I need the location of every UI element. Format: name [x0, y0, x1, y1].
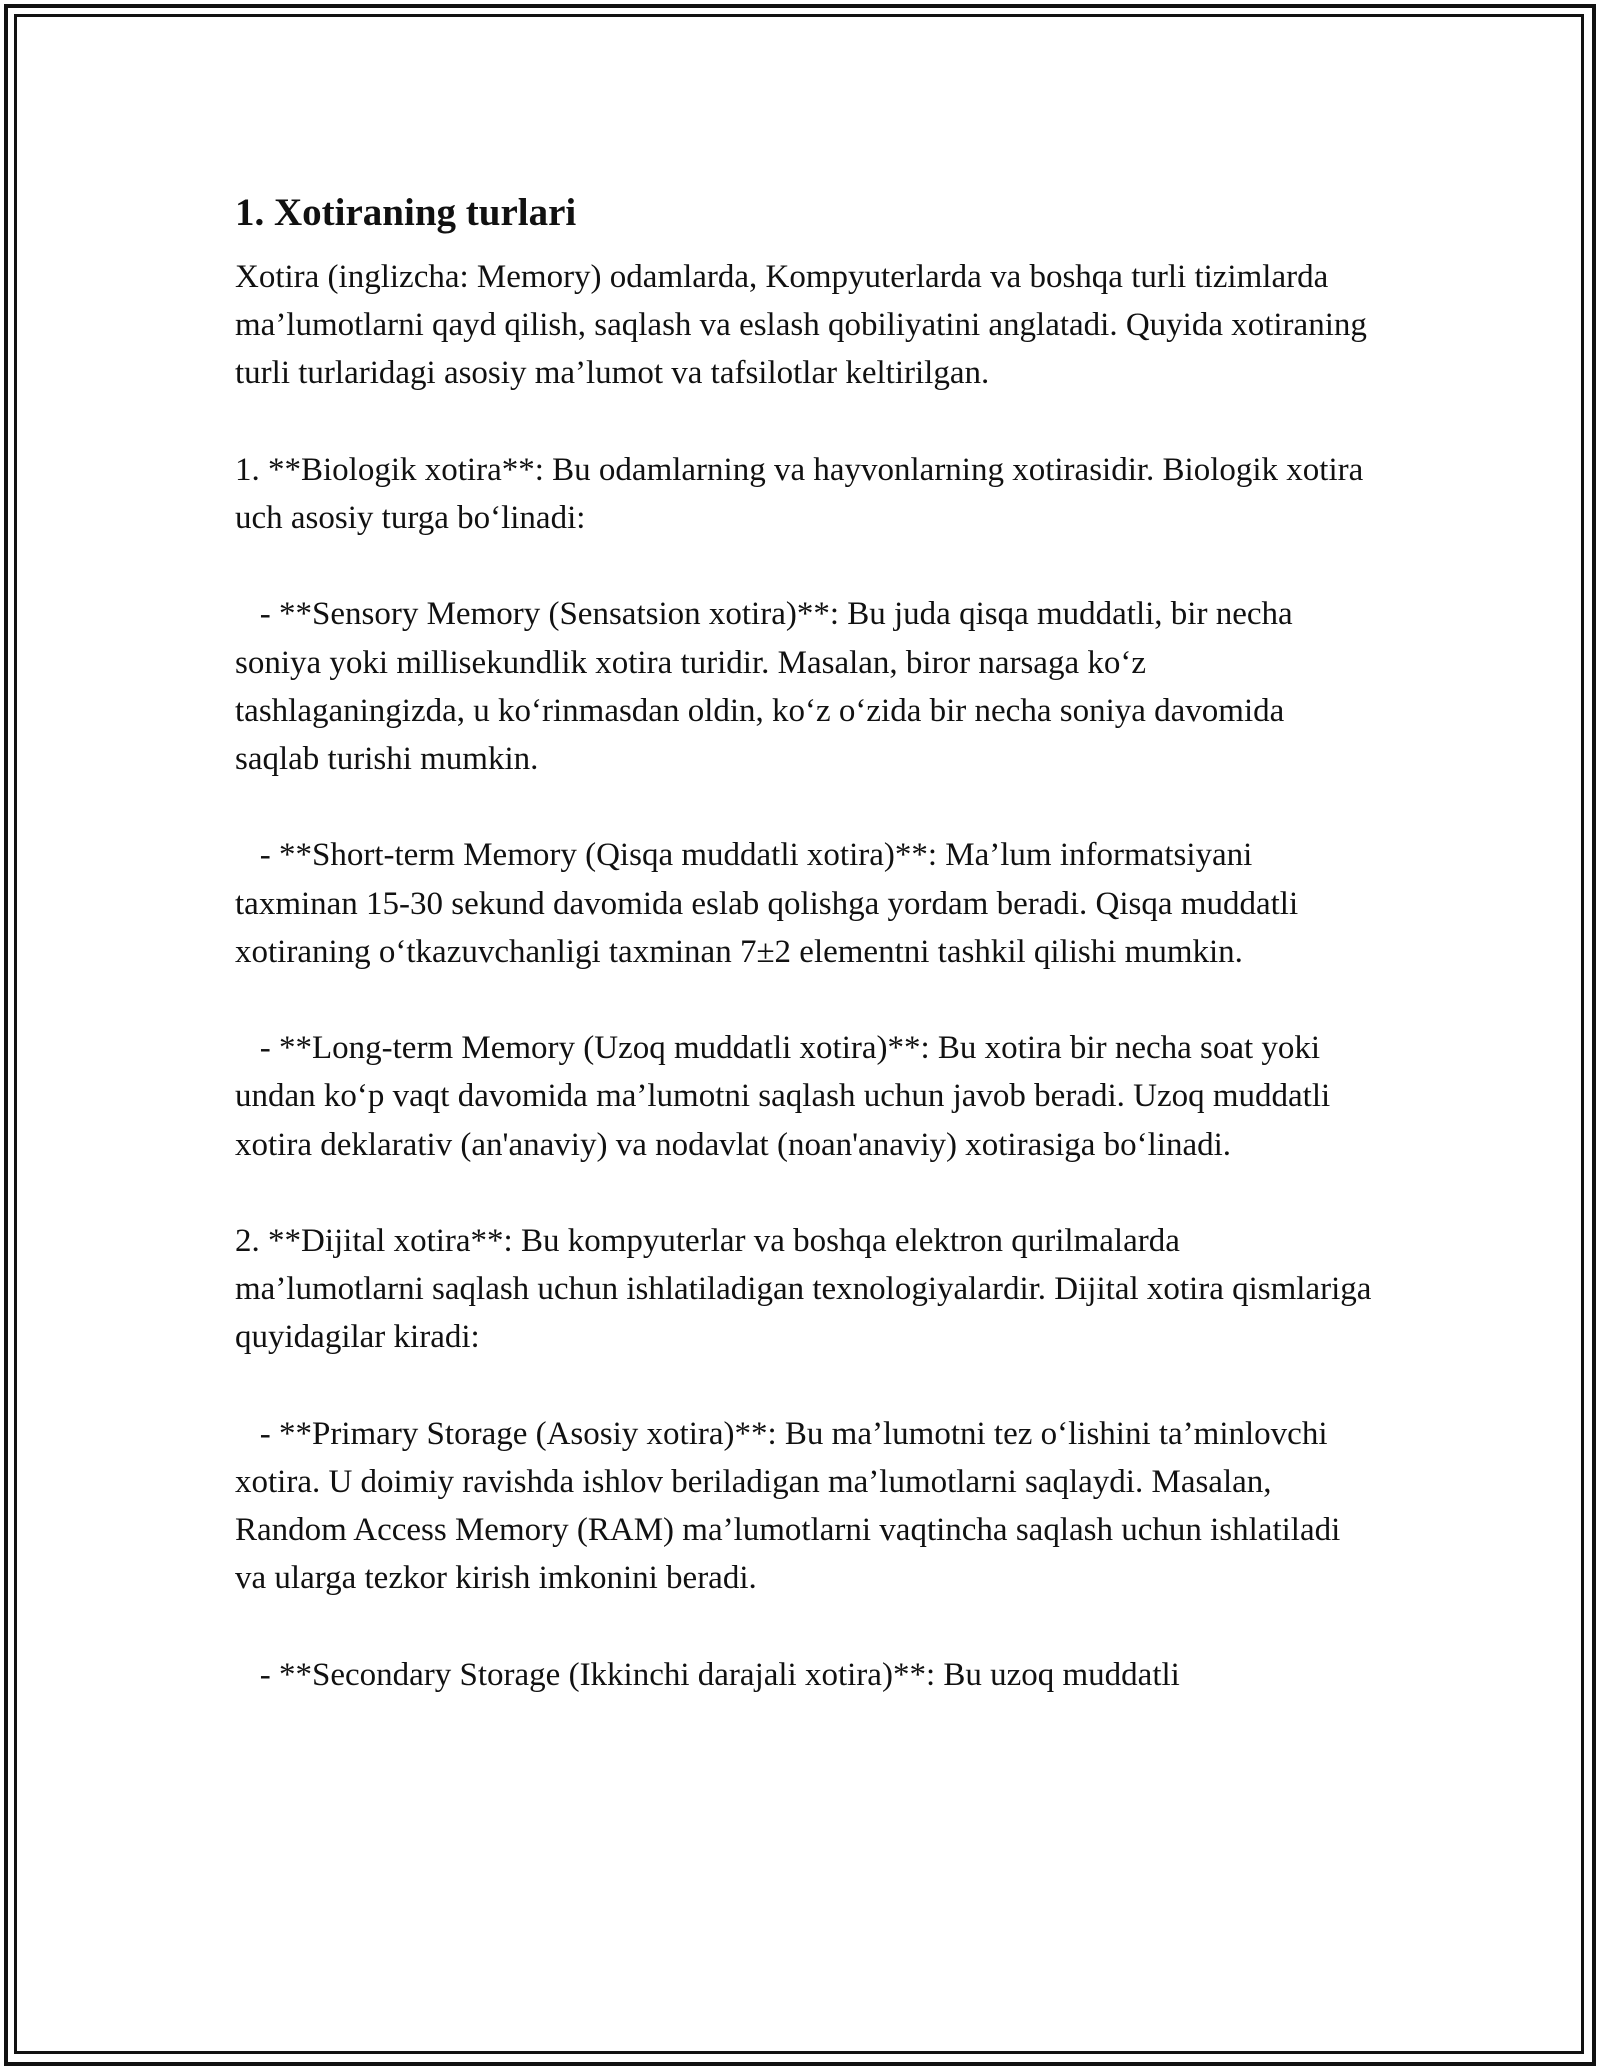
intro-paragraph: Xotira (inglizcha: Memory) odamlarda, Kompyuterlarda va boshqa turli tizimlarda ma’lumotlarni qayd qilish, saqlash va eslash qobiliyatini anglatadi. Quyida xotiraning turli turlaridagi asosiy ma’lumot va tafsilotlar keltirilgan. [235, 259, 1376, 392]
paragraph-spacer [235, 1169, 1375, 1217]
paragraph-spacer [235, 976, 1375, 1024]
section-heading: 1. Xotiraning turlari [235, 191, 577, 234]
paragraph-spacer [235, 783, 1375, 831]
secondary-storage-item: - **Secondary Storage (Ikkinchi darajali xotira)**: Bu uzoq muddatli [235, 1656, 1180, 1693]
document-body [235, 185, 1380, 1699]
paragraph-spacer [235, 1603, 1375, 1651]
short-term-memory-item: - **Short-term Memory (Qisqa muddatli xotira)**: Ma’lum informatsiyani taxminan 15-30 sekund davomida eslab qolishga yordam beradi. Qisqa muddatli xotiraning o‘tkazuvchanligi taxminan 7±2 elementni tashkil qilishi mumkin. [235, 837, 1307, 970]
biological-memory-paragraph: 1. **Biologik xotira**: Bu odamlarning va hayvonlarning xotirasidir. Biologik xotira uch asosiy turga bo‘linadi: [235, 451, 1372, 536]
primary-storage-item: - **Primary Storage (Asosiy xotira)**: Bu ma’lumotni tez o‘lishini ta’minlovchi xotira. U doimiy ravishda ishlov beriladigan ma’lumotlarni saqlaydi. Masalan, Random Access Memory (RAM) ma’lumotlarni vaqtincha saqlash uchun ishlatiladi va ularga tezkor kirish imkonini beradi. [235, 1415, 1349, 1597]
paragraph-spacer [235, 398, 1375, 446]
digital-memory-paragraph: 2. **Dijital xotira**: Bu kompyuterlar va boshqa elektron qurilmalarda ma’lumotlarni saqlash uchun ishlatiladigan texnologiyalardir. Dijital xotira qismlariga quyidagilar kiradi: [235, 1222, 1380, 1356]
sensory-memory-item: - **Sensory Memory (Sensatsion xotira)**: Bu juda qisqa muddatli, bir necha soniya yoki millisekundlik xotira turidir. Masalan, biror narsaga ko‘z tashlaganingizda, u ko‘rinmasdan oldin, ko‘z o‘zida bir necha soniya davomida saqlab turishi mumkin. [235, 596, 1301, 777]
paragraph-spacer [235, 542, 1375, 590]
long-term-memory-item: - **Long-term Memory (Uzoq muddatli xotira)**: Bu xotira bir necha soat yoki undan ko‘p vaqt davomida ma’lumotni saqlash uchun javob beradi. Uzoq muddatli xotira deklarativ (an'anaviy) va nodavlat (noan'anaviy) xotirasiga bo‘linadi. [235, 1030, 1339, 1163]
paragraph-spacer [235, 1362, 1375, 1410]
